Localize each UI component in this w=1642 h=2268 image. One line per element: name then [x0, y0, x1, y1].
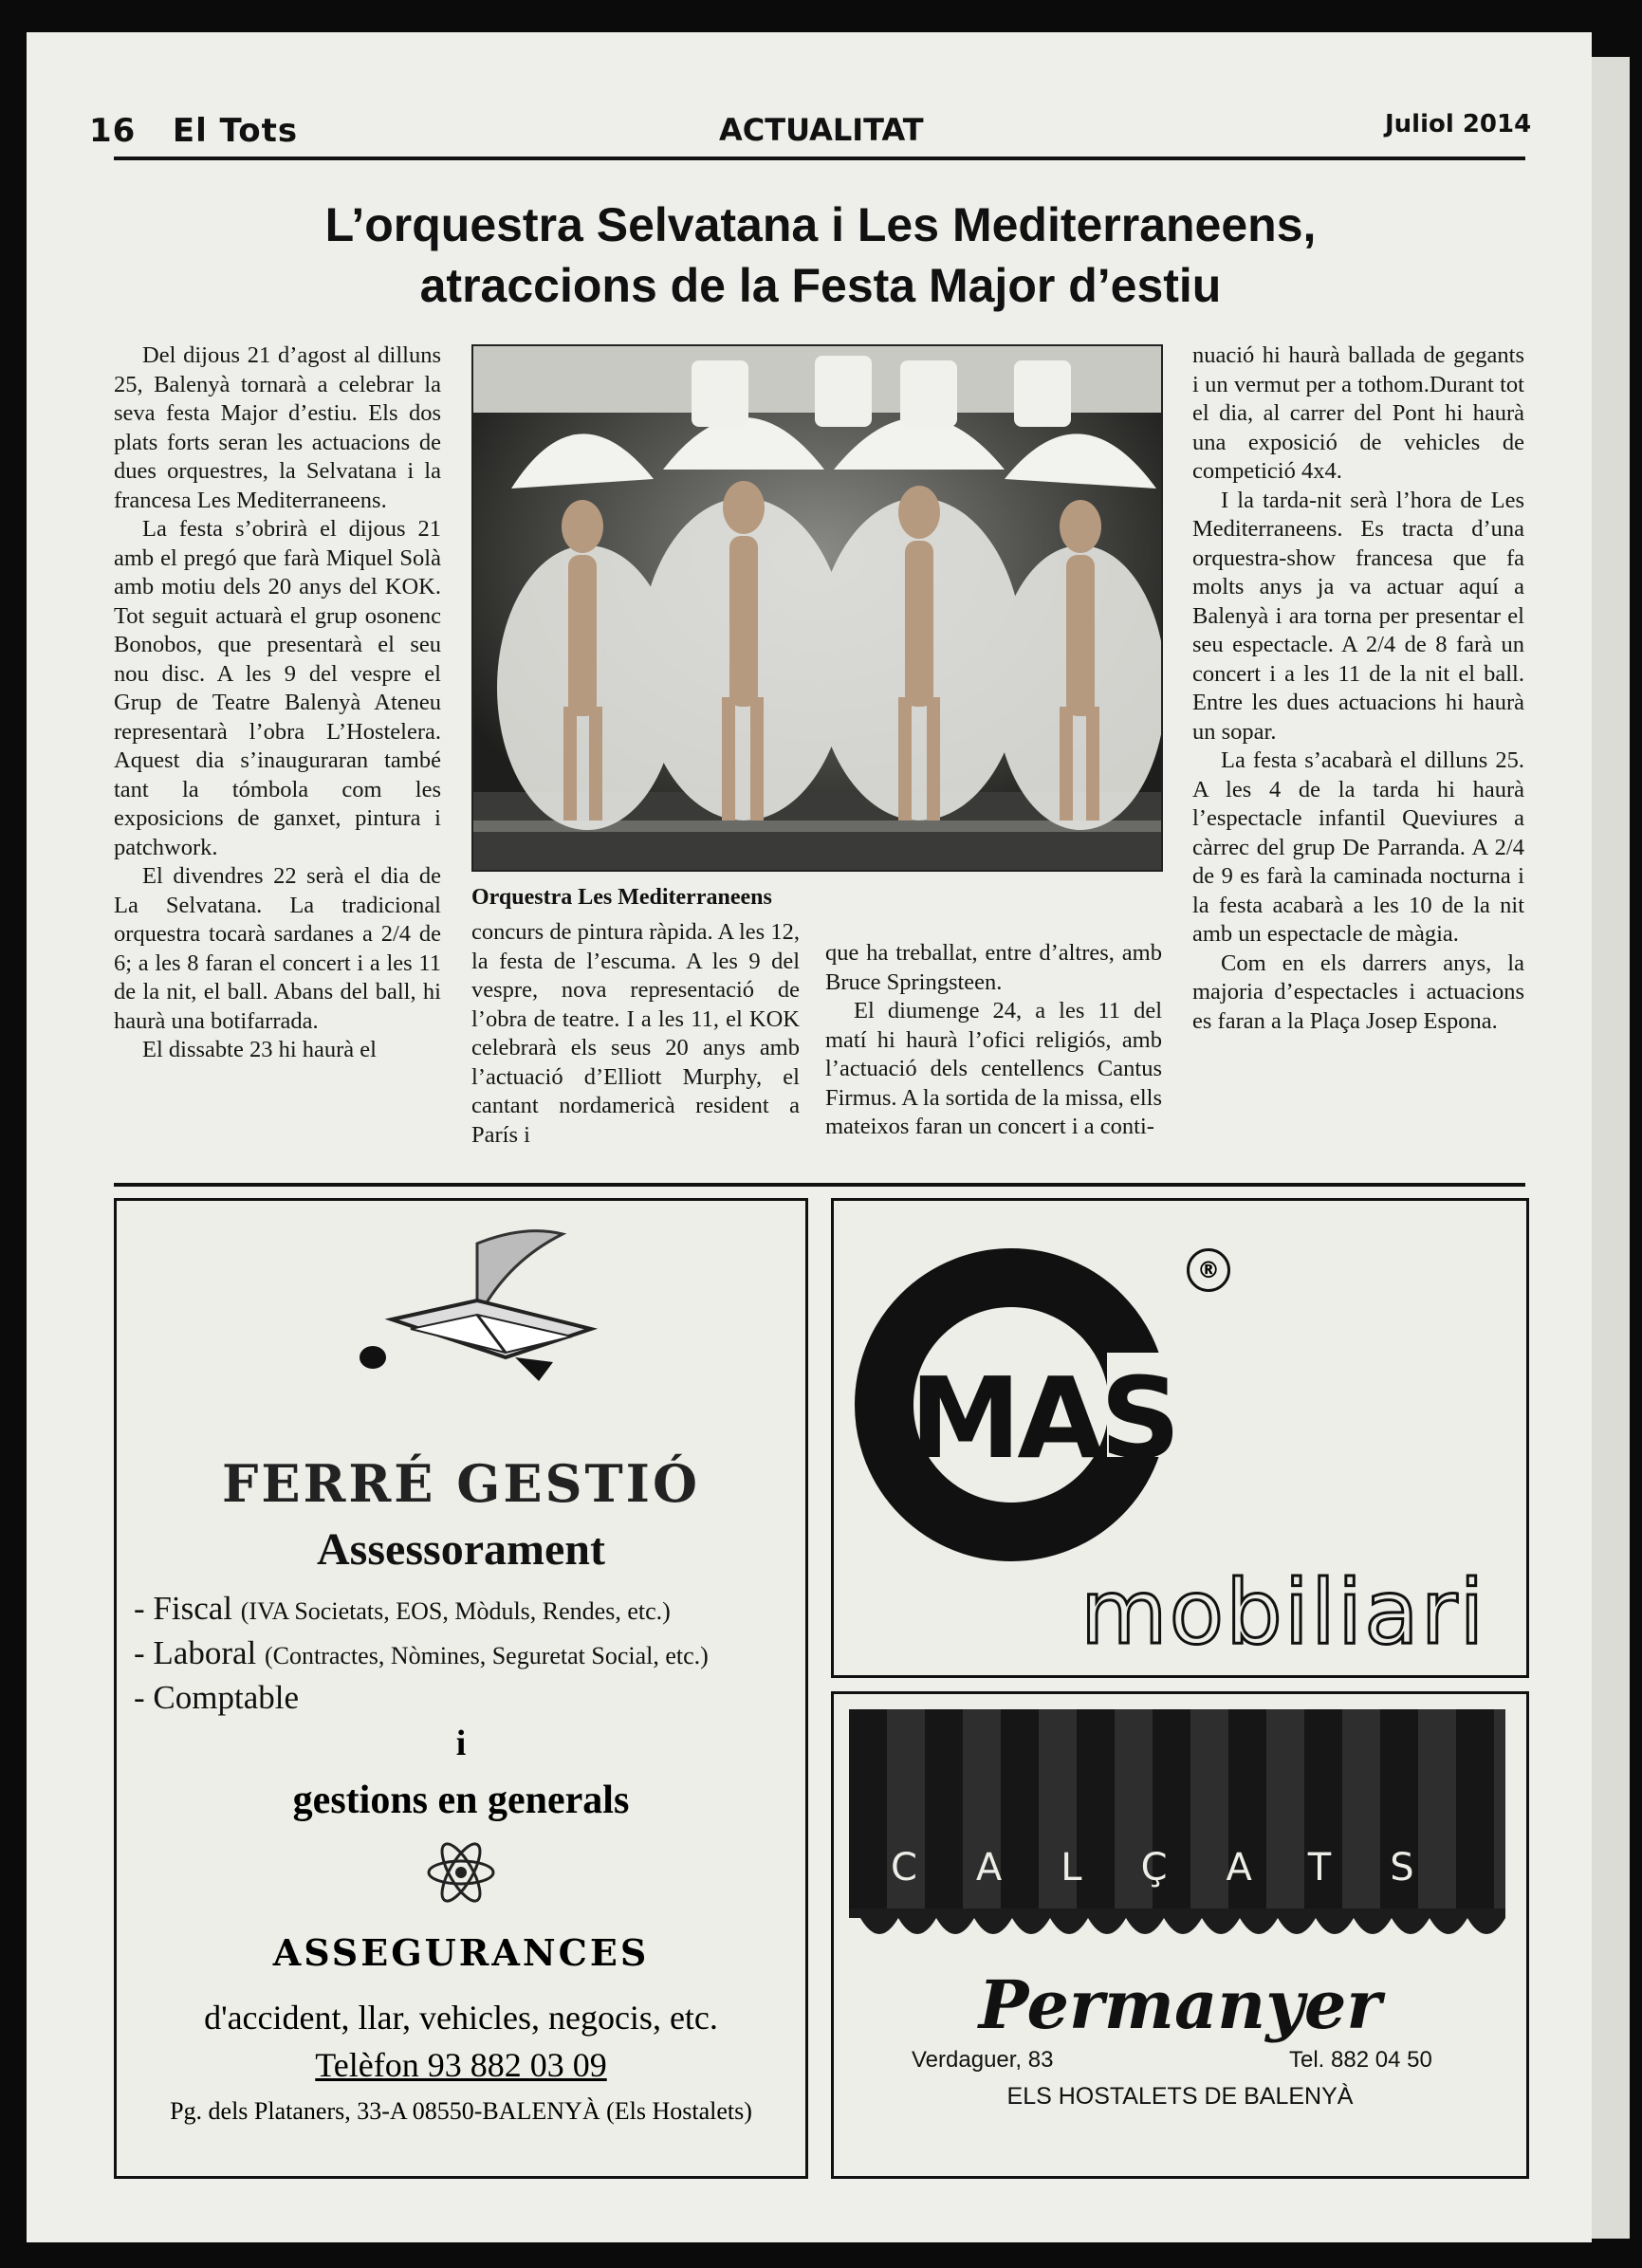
- company-subtitle: Assessorament: [317, 1524, 605, 1575]
- paragraph: I la tarda-nit serà l’hora de Les Mediterraneens. Es tracta d’una orquestra-show francesa que fa molts anys ja va actuar aquí a Balenyà i ara torna per presentar el seu espectacle. A 2/4 de 8 farà un concert i a les 11 de la nit el ball. Entre les dues actuacions hi haurà un sopar.: [1192, 487, 1524, 745]
- shop-address: Verdaguer, 83: [912, 2047, 1054, 2073]
- paragraph: que ha treballat, entre d’altres, amb Bruce Springsteen.: [825, 940, 1162, 995]
- page-edge: [1592, 57, 1630, 2239]
- paragraph: El diumenge 24, a les 11 del matí hi haurà l’ofici religiós, amb l’actuació dels centellencs Cantus Firmus. A la sortida de la missa, ells mateixos faran un concert i a conti-: [825, 998, 1162, 1139]
- article-column-3: [825, 939, 1162, 1142]
- article-column-4: [1192, 341, 1524, 1036]
- article-headline: [152, 194, 1489, 316]
- publication-name: El Tots: [172, 112, 299, 150]
- shop-name: Permanyer: [978, 1965, 1382, 2044]
- service-detail: (IVA Societats, EOS, Mòduls, Rendes, etc.): [240, 1597, 671, 1625]
- paragraph: Com en els darrers anys, la majoria d’espectacles i actuacions es faran a la Plaça Josep Espona.: [1192, 950, 1524, 1034]
- paragraph: concurs de pintura ràpida. A les 12, la festa de l’escuma. A les 9 del vespre, nova representació de l’obra de teatre. I a les 11, el KOK celebrarà els seus 20 anys amb l’actuació d’Elliott Murphy, el cantant nordamericà resident a París i: [471, 919, 800, 1148]
- book-quill-icon: [335, 1225, 619, 1405]
- paragraph: El divendres 22 serà el dia de La Selvatana. La tradicional orquestra tocarà sardanes a 2/4 de 6; a les 8 faran el concert i a les 11 de la nit, el ball. Abans del ball, hi haurà una botifarrada.: [114, 863, 441, 1034]
- service-label: - Fiscal: [134, 1590, 233, 1627]
- paragraph: Del dijous 21 d’agost al dilluns 25, Balenyà tornarà a celebrar la seva festa Major d’estiu. Els dos plats forts seran les actuacions de dues orquestres, la Selvatana i la francesa Les Mediterraneens.: [114, 342, 441, 513]
- section-divider: [114, 1183, 1525, 1187]
- insurance-title: ASSEGURANCES: [272, 1931, 650, 1974]
- article-column-2: [471, 918, 800, 1150]
- service-laboral: [134, 1634, 709, 1672]
- mas-logo-text: MAS: [910, 1353, 1177, 1484]
- awning-scallop: [849, 1908, 1505, 1950]
- service-detail: (Contractes, Nòmines, Seguretat Social, etc.): [264, 1642, 709, 1669]
- ad-ferre-gestio: [114, 1198, 808, 2179]
- orchestra-photo-illustration: [473, 346, 1161, 870]
- company-name: FERRÉ GESTIÓ: [222, 1453, 700, 1514]
- gestions-text: gestions en generals: [292, 1779, 630, 1822]
- mobiliari-wordmark: mobiliari: [1080, 1561, 1486, 1665]
- article-column-1: [114, 341, 441, 1065]
- paragraph: nuació hi haurà ballada de gegants i un vermut per a tothom.Durant tot el dia, al carrer del Pont hi haurà una exposició de vehicles de competició 4x4.: [1192, 342, 1524, 484]
- ad-mas-mobiliari: [831, 1198, 1529, 1678]
- paragraph: El dissabte 23 hi haurà el: [142, 1037, 377, 1062]
- photo-caption: Orquestra Les Mediterraneens: [471, 885, 772, 910]
- atom-icon: [423, 1835, 499, 1910]
- service-label: - Laboral: [134, 1634, 257, 1671]
- article-photo: [471, 344, 1163, 872]
- banner-text: CALÇATS: [891, 1846, 1473, 1890]
- ad-calcats-permanyer: [831, 1691, 1529, 2179]
- connector-text: i: [455, 1724, 467, 1763]
- insurance-types: d'accident, llar, vehicles, negocis, etc.: [204, 1999, 718, 2037]
- section-title: ACTUALITAT: [719, 112, 924, 148]
- registered-mark-icon: ®: [1187, 1248, 1230, 1292]
- headline-line-2: atraccions de la Festa Major d’estiu: [419, 259, 1222, 312]
- paragraph: La festa s’acabarà el dilluns 25. A les 4 de la tarda hi haurà l’espectacle infantil Queviures a càrrec del grup De Parranda. A 2/4 de 9 es farà la caminada nocturna i la festa acabarà a les 10 de la nit amb un espectacle de màgia.: [1192, 747, 1524, 947]
- service-comptable: - Comptable: [134, 1679, 299, 1716]
- service-fiscal: [134, 1590, 671, 1628]
- page-number: 16: [89, 112, 137, 150]
- shop-phone: Tel. 882 04 50: [1289, 2047, 1432, 2073]
- paragraph: La festa s’obrirà el dijous 21 amb el pregó que farà Miquel Solà amb motiu dels 20 anys del KOK. Tot seguit actuarà el grup osonenc Bonobos, que presentarà el seu nou disc. A les 9 del vespre el Grup de Teatre Balenyà Ateneu representarà l’obra L’Hostelera. Aquest dia s’inauguraran també tant la tómbola com les exposicions de ganxet, pintura i patchwork.: [114, 516, 441, 860]
- phone-number: Telèfon 93 882 03 09: [315, 2046, 607, 2084]
- page-header-left: [89, 112, 298, 150]
- shop-city: ELS HOSTALETS DE BALENYÀ: [1006, 2083, 1354, 2110]
- issue-date: Juliol 2014: [1385, 110, 1532, 138]
- company-address: Pg. dels Plataners, 33-A 08550-BALENYÀ (Els Hostalets): [170, 2097, 752, 2125]
- header-rule: [114, 157, 1525, 160]
- headline-line-1: L’orquestra Selvatana i Les Mediterraneens,: [324, 198, 1317, 251]
